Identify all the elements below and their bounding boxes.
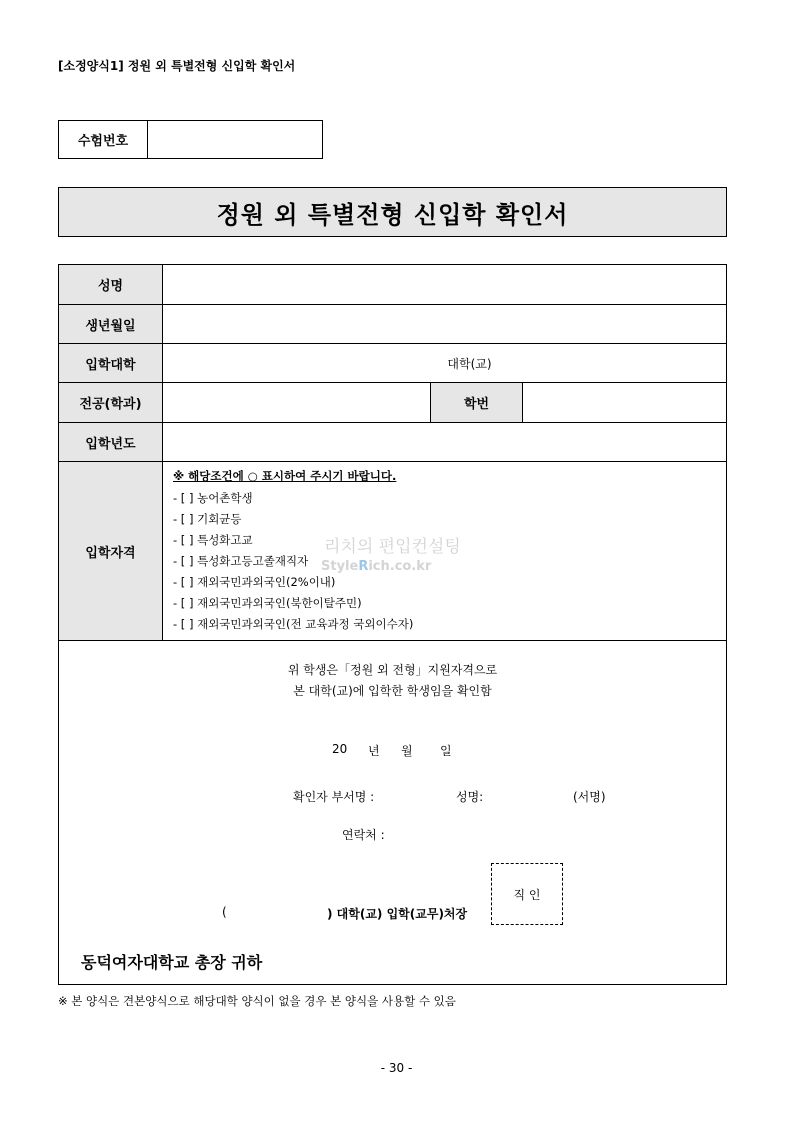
entrance-year-field[interactable] [163, 423, 726, 461]
qualification-option[interactable]: - [ ] 특성화고등고졸재직자 [173, 554, 309, 568]
watermark-text: 리치의 편입컨설팅 [324, 537, 461, 557]
watermark-url-part: Style [321, 559, 359, 574]
date-prefix: 20 [332, 742, 348, 756]
row-qualification [59, 462, 726, 641]
confirmation-form [58, 264, 727, 985]
watermark-url-accent: R [358, 559, 369, 574]
name-label: 성명 [59, 265, 163, 304]
university-field[interactable]: 대학(교) [447, 356, 492, 371]
birthdate-field[interactable] [163, 305, 726, 343]
row-major [59, 383, 726, 423]
qualification-instruction: ※ 해당조건에 ○ 표시하여 주시기 바랍니다. [173, 469, 397, 483]
birthdate-label: 생년월일 [59, 305, 163, 343]
confirmation-line-1: 위 학생은「정원 외 전형」지원자격으로 [287, 663, 498, 677]
major-field[interactable] [163, 383, 431, 422]
exam-number-field[interactable] [148, 121, 322, 158]
confirmer-dept-label: 확인자 부서명 : [293, 790, 375, 804]
page-number: - 30 - [380, 1061, 413, 1075]
qualification-option[interactable]: - [ ] 재외국민과외국인(2%이내) [173, 575, 336, 589]
date-year-label: 년 [368, 744, 380, 758]
footer-note: ※ 본 양식은 견본양식으로 해당대학 양식이 없을 경우 본 양식을 사용할 수 있음 [58, 994, 456, 1008]
page-title: 정원 외 특별전형 신입학 확인서 [58, 187, 727, 237]
row-university [59, 344, 726, 383]
date-month-label: 월 [401, 744, 413, 758]
entrance-year-label: 입학년도 [59, 423, 163, 461]
qualification-option[interactable]: - [ ] 기회균등 [173, 512, 242, 526]
university-paren-open: ( [222, 905, 227, 919]
confirmer-name-label: 성명: [456, 790, 484, 804]
date-day-label: 일 [440, 744, 452, 758]
row-birthdate [59, 305, 726, 344]
official-seal-box: 직 인 [491, 863, 563, 925]
university-label: 입학대학 [59, 344, 163, 382]
exam-number-label: 수험번호 [59, 121, 148, 158]
qualification-label: 입학자격 [59, 462, 163, 640]
major-label: 전공(학과) [59, 383, 163, 422]
row-name [59, 265, 726, 305]
watermark-url-part: ich.co.kr [368, 559, 432, 574]
form-label: [소정양식1] 정원 외 특별전형 신입학 확인서 [58, 59, 296, 73]
qualification-option[interactable]: - [ ] 특성화고교 [173, 533, 253, 547]
name-field[interactable] [163, 265, 726, 304]
student-id-label: 학번 [431, 383, 523, 422]
official-title: ) 대학(교) 입학(교무)처장 [327, 907, 468, 921]
qualification-option[interactable]: - [ ] 농어촌학생 [173, 491, 253, 505]
exam-number-box [58, 120, 323, 159]
signature-label: (서명) [573, 790, 606, 804]
student-id-field[interactable] [523, 383, 726, 422]
qualification-option[interactable]: - [ ] 재외국민과외국인(북한이탈주민) [173, 596, 362, 610]
qualification-option[interactable]: - [ ] 재외국민과외국인(전 교육과정 국외이수자) [173, 617, 414, 631]
addressee: 동덕여자대학교 총장 귀하 [81, 953, 263, 972]
watermark-url [321, 559, 431, 574]
confirmation-line-2: 본 대학(교)에 입학한 학생임을 확인함 [293, 684, 492, 698]
row-entrance-year [59, 423, 726, 462]
contact-label: 연락처 : [342, 828, 385, 842]
